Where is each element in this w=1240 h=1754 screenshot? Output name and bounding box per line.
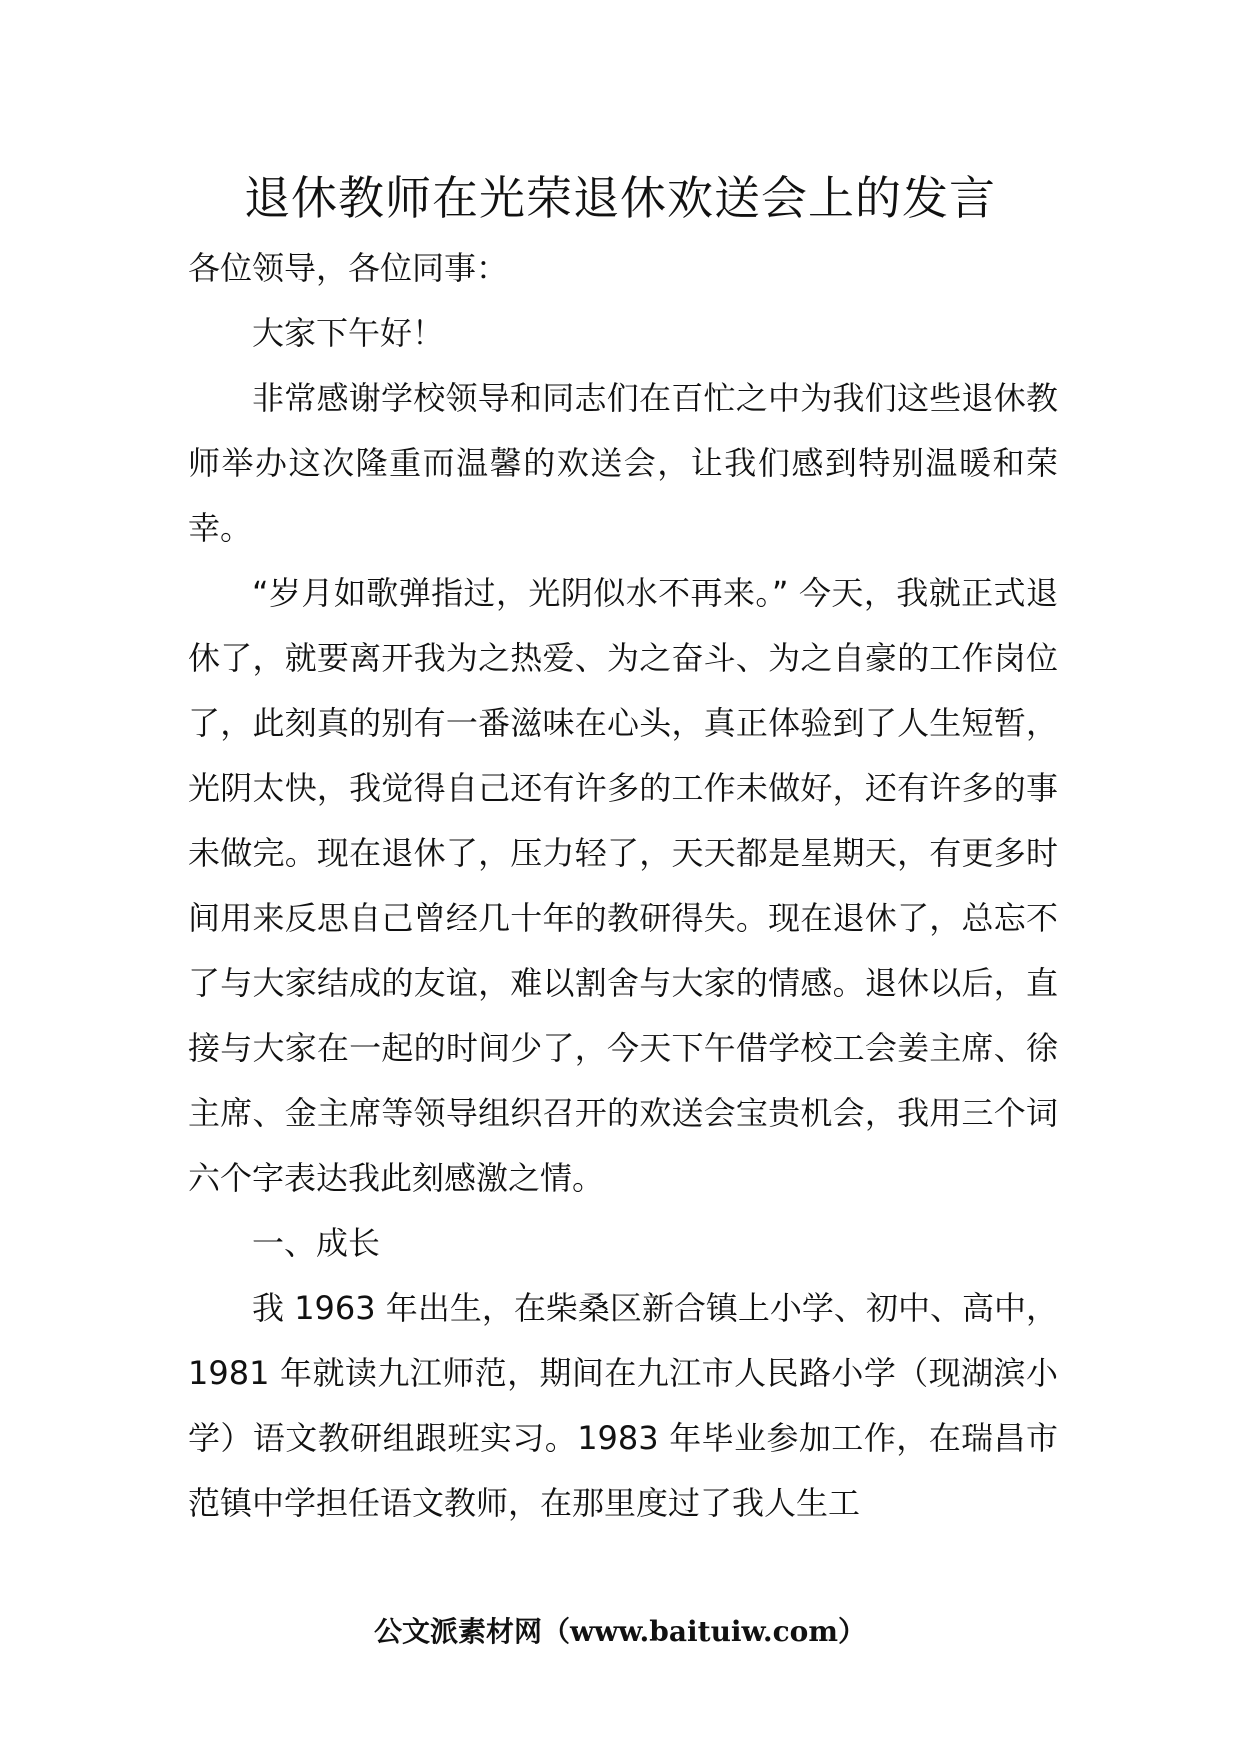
salutation: 各位领导，各位同事：	[188, 249, 509, 287]
source-watermark: 公文派素材网（www.baituiw.com）	[374, 1615, 866, 1648]
paragraph-greeting: 大家下午好！	[252, 314, 445, 352]
paragraph-biography: 我 1963 年出生，在柴桑区新合镇上小学、初中、高中，1981 年就读九江师范，期间在九江市人民路小学（现湖滨小学）语文教研组跟班实习。1983 年毕业参加工作，在瑞昌市范镇中学担任语文教师，在那里度过了我人生工	[188, 1289, 1058, 1522]
document-title: 退休教师在光荣退休欢送会上的发言	[244, 171, 996, 225]
paragraph-reflection: “岁月如歌弹指过，光阴似水不再来。” 今天，我就正式退休了，就要离开我为之热爱、为之奋斗、为之自豪的工作岗位了，此刻真的别有一番滋味在心头，真正体验到了人生短暂，光阴太快，我觉得自己还有许多的工作未做好，还有许多的事未做完。现在退休了，压力轻了，天天都是星期天，有更多时间用来反思自己曾经几十年的教研得失。现在退休了，总忘不了与大家结成的友谊，难以割舍与大家的情感。退休以后，直接与大家在一起的时间少了，今天下午借学校工会姜主席、徐主席、金主席等领导组织召开的欢送会宝贵机会，我用三个词六个字表达我此刻感激之情。	[188, 574, 1058, 1197]
paragraph-thanks: 非常感谢学校领导和同志们在百忙之中为我们这些退休教师举办这次隆重而温馨的欢送会，让我们感到特别温暖和荣幸。	[188, 379, 1058, 547]
section-heading-growth: 一、成长	[252, 1224, 381, 1262]
document-body	[188, 236, 1058, 1536]
